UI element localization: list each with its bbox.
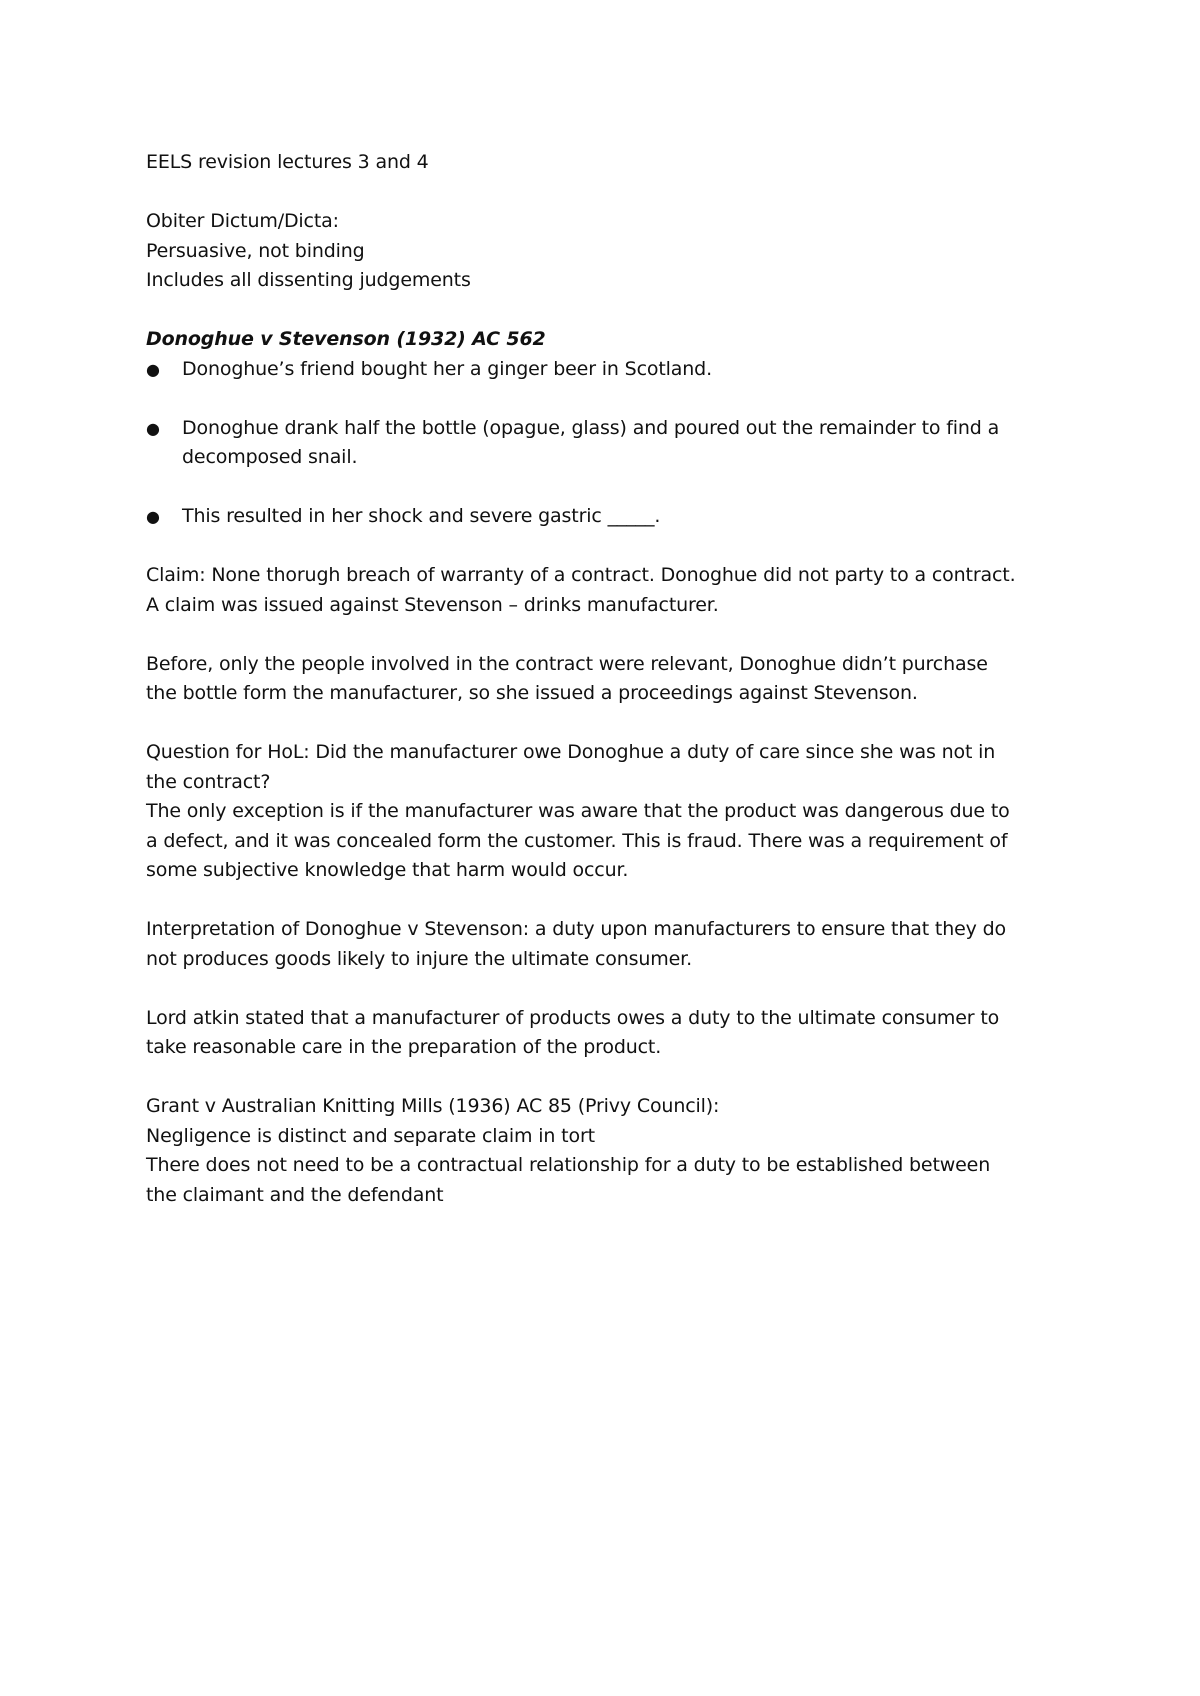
list-item — [146, 502, 1086, 532]
question-line: some subjective knowledge that harm would occur. — [146, 859, 629, 881]
document-title: EELS revision lectures 3 and 4 — [146, 151, 429, 173]
case-heading-donoghue: Donoghue v Stevenson (1932) AC 562 — [146, 328, 546, 350]
question-line: the contract? — [146, 770, 271, 793]
bullet-icon: ● — [146, 507, 160, 526]
list-item-text: decomposed snail. — [182, 446, 358, 468]
list-item-text: This resulted in her shock and severe gastric _____. — [182, 505, 661, 527]
question-line: Question for HoL: Did the manufacturer owe Donoghue a duty of care since she was not in — [146, 741, 996, 763]
document-page — [146, 148, 1086, 1210]
list-item-text: Donoghue drank half the bottle (opague, glass) and poured out the remainder to find a — [182, 416, 1000, 439]
bullet-icon: ● — [146, 418, 160, 438]
before-line: Before, only the people involved in the contract were relevant, Donoghue didn’t purchase — [146, 652, 988, 675]
grant-line: the claimant and the defendant — [146, 1183, 444, 1206]
grant-line: Negligence is distinct and separate claim in tort — [146, 1124, 595, 1147]
list-item — [146, 414, 1086, 473]
atkin-line: Lord atkin stated that a manufacturer of products owes a duty to the ultimate consumer to — [146, 1006, 1000, 1029]
grant-line: There does not need to be a contractual relationship for a duty to be established between — [146, 1154, 991, 1176]
interpretation-line: not produces goods likely to injure the ultimate consumer. — [146, 947, 692, 970]
obiter-heading: Obiter Dictum/Dicta: — [146, 210, 339, 232]
grant-heading: Grant v Australian Knitting Mills (1936) AC 85 (Privy Council): — [146, 1095, 720, 1117]
bullet-icon: ● — [146, 359, 160, 379]
facts-list — [146, 355, 1086, 532]
question-line: a defect, and it was concealed form the customer. This is fraud. There was a requirement of — [146, 829, 1008, 852]
claim-line: A claim was issued against Stevenson – drinks manufacturer. — [146, 593, 719, 616]
obiter-line: Includes all dissenting judgements — [146, 269, 471, 291]
before-line: the bottle form the manufacturer, so she issued a proceedings against Stevenson. — [146, 682, 918, 704]
claim-line: Claim: None thorugh breach of warranty of a contract. Donoghue did not party to a contract. — [146, 564, 1016, 586]
list-item-text: Donoghue’s friend bought her a ginger beer in Scotland. — [182, 357, 712, 380]
obiter-line: Persuasive, not binding — [146, 239, 365, 262]
list-item — [146, 355, 1086, 385]
interpretation-line: Interpretation of Donoghue v Stevenson: a duty upon manufacturers to ensure that they do — [146, 918, 1007, 940]
atkin-line: take reasonable care in the preparation of the product. — [146, 1036, 662, 1058]
question-line: The only exception is if the manufacturer was aware that the product was dangerous due to — [146, 800, 1010, 822]
